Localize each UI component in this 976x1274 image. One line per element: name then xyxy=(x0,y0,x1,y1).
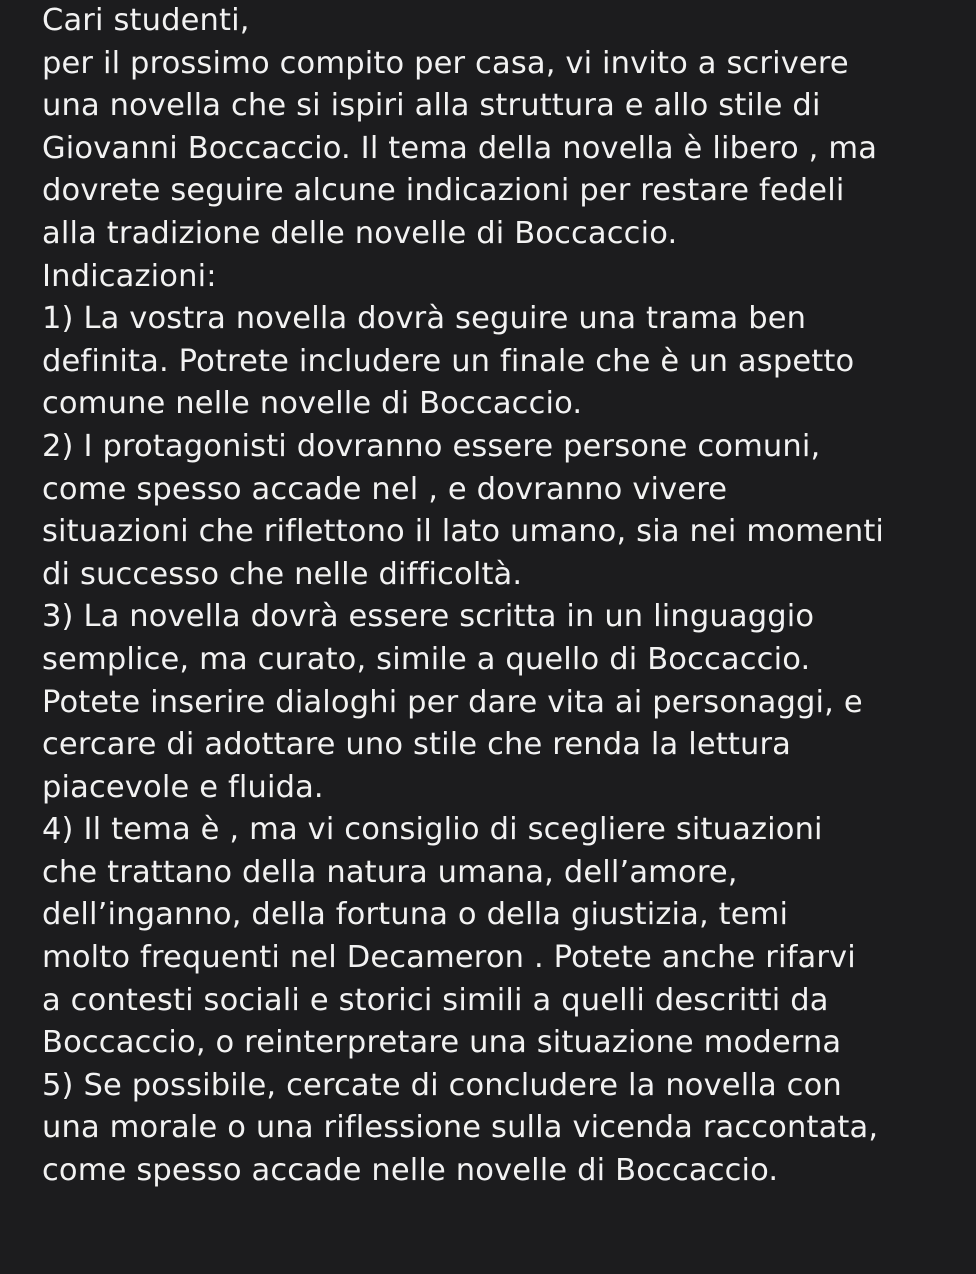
message-line: molto frequenti nel Decameron . Potete anche rifarvi xyxy=(42,940,856,976)
message-line: piacevole e fluida. xyxy=(42,769,324,805)
message-line: alla tradizione delle novelle di Boccaccio. xyxy=(42,215,678,251)
message-line: cercare di adottare uno stile che renda la lettura xyxy=(42,727,791,763)
message-line: che trattano della natura umana, dell’amore, xyxy=(42,854,738,890)
message-line: una morale o una riflessione sulla vicenda raccontata, xyxy=(42,1110,879,1146)
message-line: Indicazioni: xyxy=(42,258,217,294)
message-line: a contesti sociali e storici simili a quelli descritti da xyxy=(42,982,829,1018)
message-line: definita. Potrete includere un finale che è un aspetto xyxy=(42,343,855,379)
message-line: 2) I protagonisti dovranno essere persone comuni, xyxy=(42,428,821,464)
message-line: comune nelle novelle di Boccaccio. xyxy=(42,386,583,422)
message-line: una novella che si ispiri alla struttura e allo stile di xyxy=(42,88,821,124)
message-line: Potete inserire dialoghi per dare vita ai personaggi, e xyxy=(42,684,863,720)
message-line: Boccaccio, o reinterpretare una situazione moderna xyxy=(42,1025,842,1061)
message-line: Giovanni Boccaccio. Il tema della novella è libero , ma xyxy=(42,130,878,166)
message-line: semplice, ma curato, simile a quello di Boccaccio. xyxy=(42,641,811,677)
message-line: situazioni che riflettono il lato umano, sia nei momenti xyxy=(42,514,885,550)
message-line: 5) Se possibile, cercate di concludere la novella con xyxy=(42,1067,842,1103)
message-text xyxy=(42,0,962,1193)
message-line: come spesso accade nel , e dovranno vivere xyxy=(42,471,728,507)
message-line: 1) La vostra novella dovrà seguire una trama ben xyxy=(42,301,807,337)
message-line: Cari studenti, xyxy=(42,3,250,38)
message-line: 3) La novella dovrà essere scritta in un linguaggio xyxy=(42,599,815,635)
bottom-area xyxy=(0,1204,976,1274)
message-line: per il prossimo compito per casa, vi invito a scrivere xyxy=(42,45,849,81)
message-line: dovrete seguire alcune indicazioni per restare fedeli xyxy=(42,173,845,209)
message-line: 4) Il tema è , ma vi consiglio di scegliere situazioni xyxy=(42,812,823,848)
message-line: dell’inganno, della fortuna o della giustizia, temi xyxy=(42,897,789,933)
message-line: come spesso accade nelle novelle di Boccaccio. xyxy=(42,1153,779,1189)
message-line: di successo che nelle difficoltà. xyxy=(42,556,523,592)
